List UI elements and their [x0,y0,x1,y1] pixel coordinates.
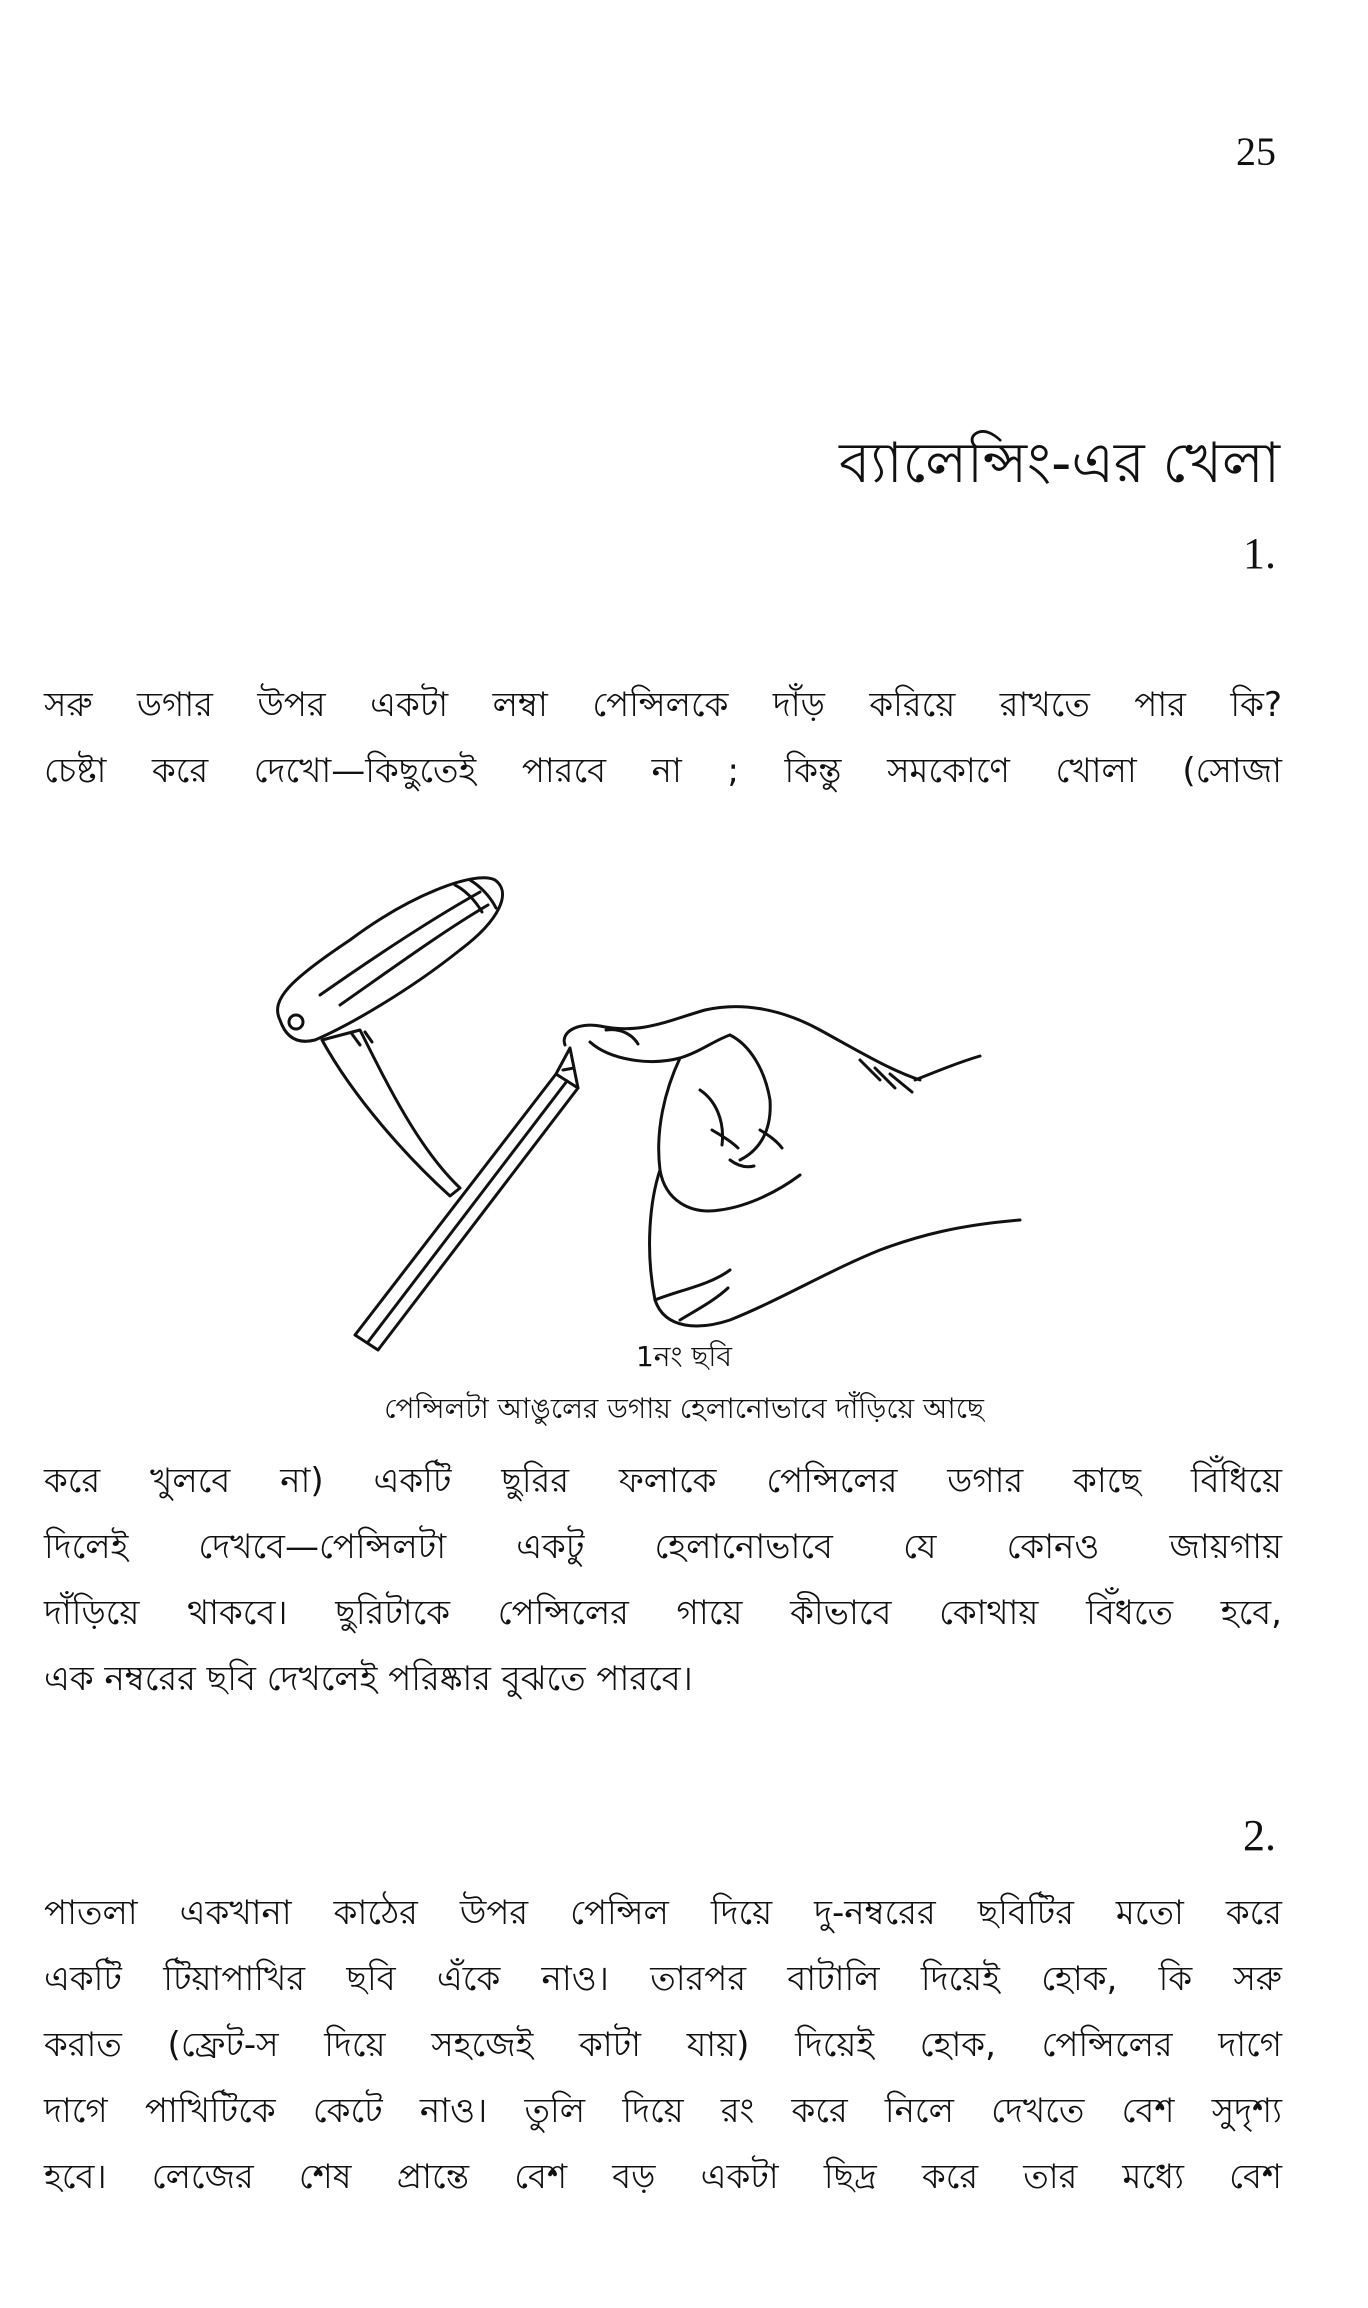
text-line: চেষ্টা করে দেখো—কিছুতেই পারবে না ; কিন্তু সমকোণে খোলা (সোজা [44,751,1282,791]
text-line: এক নম্বরের ছবি দেখলেই পরিষ্কার বুঝতে পারবে। [44,1659,693,1699]
text-line: হবে। লেজের শেষ প্রান্তে বেশ বড় একটা ছিদ্র করে তার মধ্যে বেশ [44,2157,1282,2197]
figure-pencil-knife-finger [260,830,1060,1370]
section-1-paragraph-intro [44,672,1282,804]
hand [564,1007,1020,1326]
text-line: করাত (ফ্রেট-স দিয়ে সহজেই কাটা যায়) দিয়েই হোক, পেন্সিলের দাগে [44,2025,1282,2065]
text-line: একটি টিয়াপাখির ছবি এঁকে নাও। তারপর বাটালি দিয়েই হোক, কি সরু [44,1959,1282,1999]
text-line: দাগে পাখিটিকে কেটে নাও। তুলি দিয়ে রং করে নিলে দেখতে বেশ সুদৃশ্য [44,2091,1282,2131]
pencil [355,1048,578,1350]
knife-handle [278,878,503,1041]
text-line: পাতলা একখানা কাঠের উপর পেন্সিল দিয়ে দু-নম্বরের ছবিটির মতো করে [44,1893,1282,1933]
text-line: করে খুলবে না) একটি ছুরির ফলাকে পেন্সিলের ডগার কাছে বিঁধিয়ে [44,1461,1282,1501]
figure-caption: পেন্সিলটা আঙুলের ডগায় হেলানোভাবে দাঁড়িয়ে আছে [384,1392,984,1425]
section-1-paragraph-continued [44,1448,1282,1712]
section-number-1: 1. [1243,529,1276,578]
page-number: 25 [1236,129,1276,174]
knife-blade [322,1030,460,1196]
chapter-title: ব্যালেন্সিং-এর খেলা [839,431,1280,496]
text-line: সরু ডগার উপর একটা লম্বা পেন্সিলকে দাঁড় করিয়ে রাখতে পার কি? [44,685,1282,725]
pencil-knife-hand-illustration [260,830,1060,1370]
figure-label: 1নং ছবি [635,1340,733,1373]
section-2-paragraph [44,1880,1282,2210]
text-line: দিলেই দেখবে—পেন্সিলটা একটু হেলানোভাবে যে কোনও জায়গায় [44,1527,1282,1567]
section-number-2: 2. [1243,1811,1276,1860]
text-line: দাঁড়িয়ে থাকবে। ছুরিটাকে পেন্সিলের গায়ে কীভাবে কোথায় বিঁধতে হবে, [44,1593,1282,1633]
